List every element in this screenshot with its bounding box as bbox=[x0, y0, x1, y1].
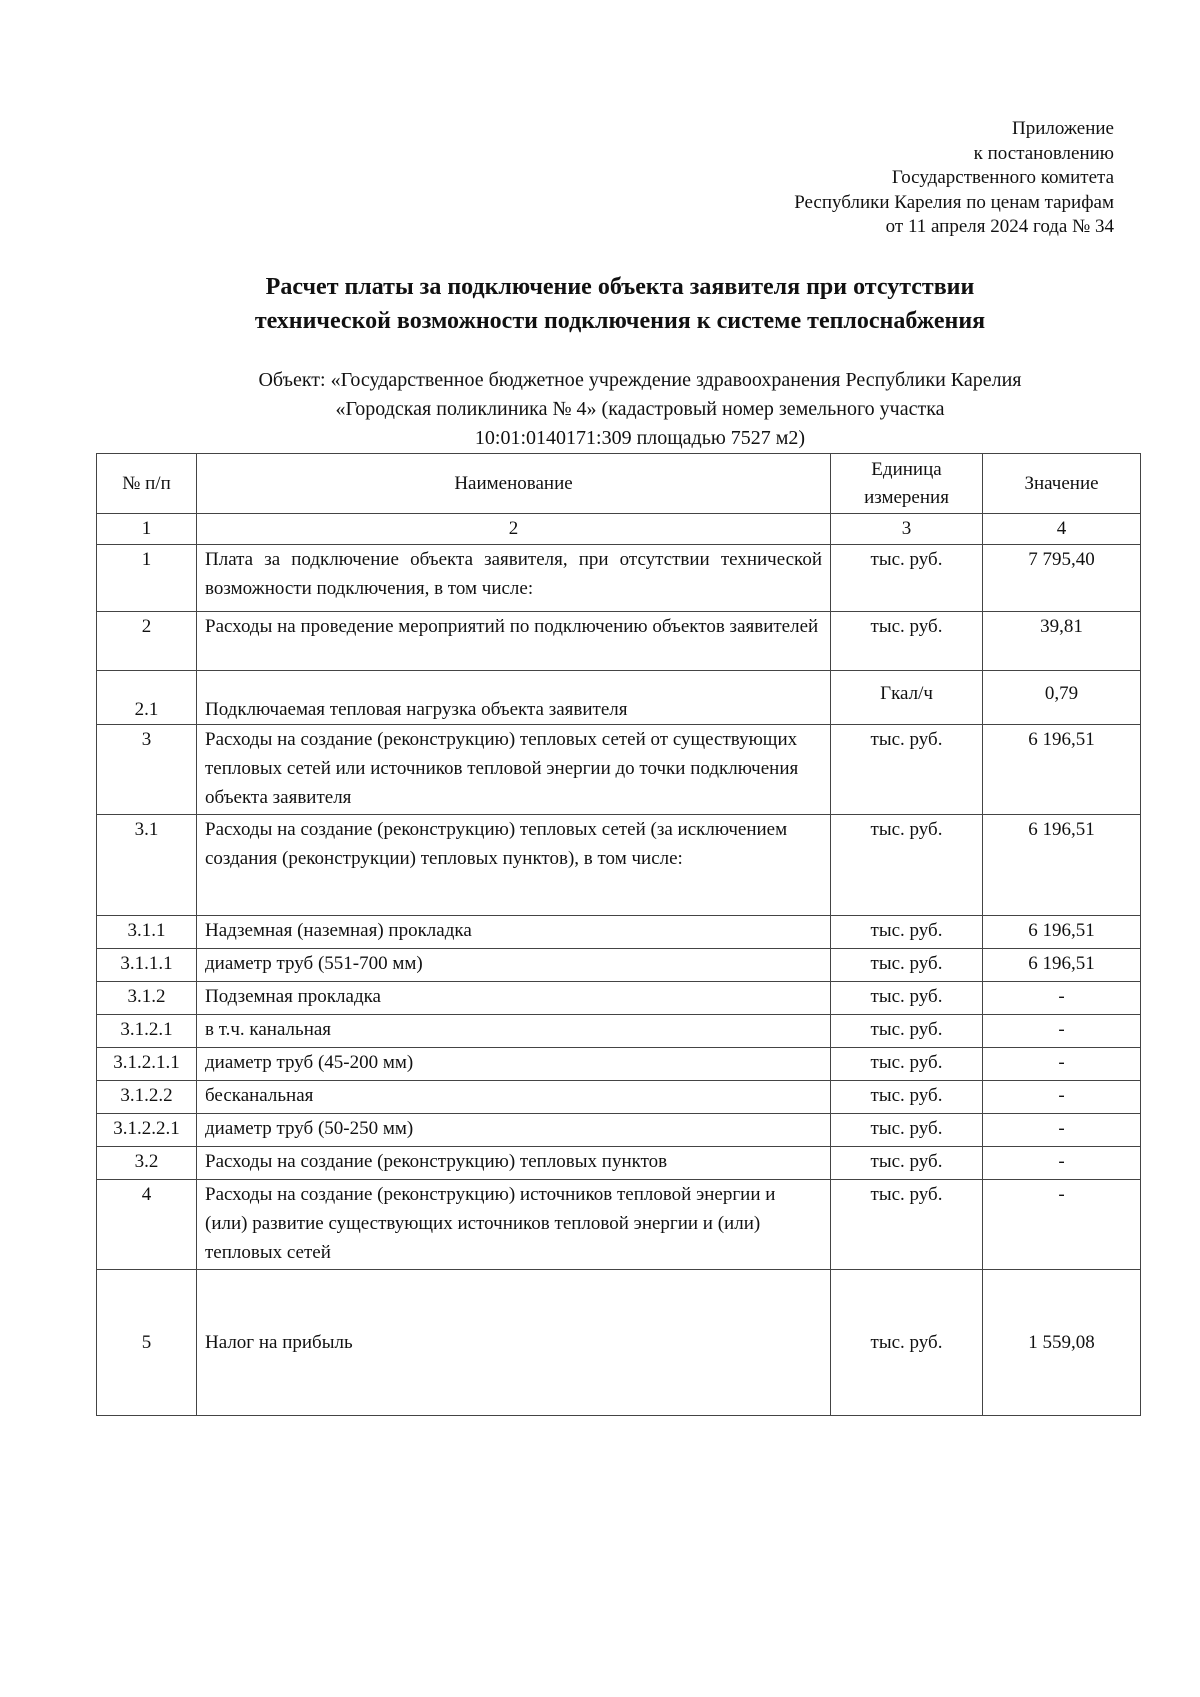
row-unit: тыс. руб. bbox=[831, 815, 983, 916]
column-number: 4 bbox=[983, 514, 1141, 545]
row-name: в т.ч. канальная bbox=[197, 1015, 831, 1048]
row-value: 6 196,51 bbox=[983, 815, 1141, 916]
row-unit: тыс. руб. bbox=[831, 725, 983, 815]
row-name: Подключаемая тепловая нагрузка объекта заявителя bbox=[197, 671, 831, 725]
row-value: 6 196,51 bbox=[983, 949, 1141, 982]
appendix-line: Республики Карелия по ценам тарифам bbox=[794, 191, 1114, 213]
column-number: 2 bbox=[197, 514, 831, 545]
table-row bbox=[97, 545, 1141, 612]
table-row bbox=[97, 725, 1141, 815]
row-name: Расходы на создание (реконструкцию) тепловых сетей от существующих тепловых сетей или источников тепловой энергии до точки подключения объекта заявителя bbox=[197, 725, 831, 815]
row-unit: тыс. руб. bbox=[831, 1048, 983, 1081]
row-unit: тыс. руб. bbox=[831, 1180, 983, 1270]
table-row bbox=[97, 982, 1141, 1015]
row-unit: Гкал/ч bbox=[831, 671, 983, 725]
row-number: 3.1.2 bbox=[97, 982, 197, 1015]
row-value: 39,81 bbox=[983, 612, 1141, 671]
row-number: 3.1.1.1 bbox=[97, 949, 197, 982]
row-number: 3.1.2.2.1 bbox=[97, 1114, 197, 1147]
row-value: - bbox=[983, 1147, 1141, 1180]
row-name: диаметр труб (50-250 мм) bbox=[197, 1114, 831, 1147]
row-number: 3 bbox=[97, 725, 197, 815]
row-value: 6 196,51 bbox=[983, 916, 1141, 949]
row-number: 3.1.1 bbox=[97, 916, 197, 949]
row-unit: тыс. руб. bbox=[831, 916, 983, 949]
row-unit: тыс. руб. bbox=[831, 982, 983, 1015]
table-row bbox=[97, 949, 1141, 982]
row-name: Плата за подключение объекта заявителя, при отсутствии технической возможности подключения, в том числе: bbox=[197, 545, 831, 612]
appendix-line: Приложение bbox=[1012, 118, 1114, 139]
row-value: 0,79 bbox=[983, 671, 1141, 725]
row-name: диаметр труб (45-200 мм) bbox=[197, 1048, 831, 1081]
row-name: Расходы на создание (реконструкцию) тепловых пунктов bbox=[197, 1147, 831, 1180]
appendix-line: Государственного комитета bbox=[891, 167, 1114, 188]
table-row bbox=[97, 1048, 1141, 1081]
row-name: Надземная (наземная) прокладка bbox=[197, 916, 831, 949]
appendix-line: к постановлению bbox=[973, 142, 1114, 164]
row-unit: тыс. руб. bbox=[831, 1270, 983, 1416]
row-name: Расходы на создание (реконструкцию) тепловых сетей (за исключением создания (реконструкции) тепловых пунктов), в том числе: bbox=[197, 815, 831, 916]
row-unit: тыс. руб. bbox=[831, 612, 983, 671]
row-unit: тыс. руб. bbox=[831, 1081, 983, 1114]
row-name: диаметр труб (551-700 мм) bbox=[197, 949, 831, 982]
row-value: - bbox=[983, 1114, 1141, 1147]
header-name: Наименование bbox=[197, 454, 831, 514]
row-name: Налог на прибыль bbox=[197, 1270, 831, 1416]
header-value: Значение bbox=[983, 454, 1141, 514]
row-value: 6 196,51 bbox=[983, 725, 1141, 815]
row-number: 3.1 bbox=[97, 815, 197, 916]
table-row bbox=[97, 815, 1141, 916]
row-number: 5 bbox=[97, 1270, 197, 1416]
row-value: - bbox=[983, 982, 1141, 1015]
row-number: 1 bbox=[97, 545, 197, 612]
row-value: - bbox=[983, 1015, 1141, 1048]
row-number: 3.1.2.1 bbox=[97, 1015, 197, 1048]
table-header-row bbox=[97, 454, 1141, 514]
row-name: Подземная прокладка bbox=[197, 982, 831, 1015]
title-line: технической возможности подключения к системе теплоснабжения bbox=[254, 308, 986, 334]
table-row bbox=[97, 1270, 1141, 1416]
document-title bbox=[120, 270, 1120, 338]
row-name: Расходы на создание (реконструкцию) источников тепловой энергии и (или) развитие существующих источников тепловой энергии и (или) тепловых сетей bbox=[197, 1180, 831, 1270]
row-number: 3.2 bbox=[97, 1147, 197, 1180]
row-number: 4 bbox=[97, 1180, 197, 1270]
object-line: 10:01:0140171:309 площадью 7527 м2) bbox=[474, 427, 806, 449]
object-description bbox=[150, 366, 1130, 453]
row-value: 7 795,40 bbox=[983, 545, 1141, 612]
row-number: 3.1.2.2 bbox=[97, 1081, 197, 1114]
row-name: бесканальная bbox=[197, 1081, 831, 1114]
title-line: Расчет платы за подключение объекта заявителя при отсутствии bbox=[265, 274, 975, 300]
header-num: № п/п bbox=[97, 454, 197, 514]
table-row bbox=[97, 1081, 1141, 1114]
column-number: 3 bbox=[831, 514, 983, 545]
table-row bbox=[97, 671, 1141, 725]
table-row bbox=[97, 1114, 1141, 1147]
row-number: 2 bbox=[97, 612, 197, 671]
row-value: 1 559,08 bbox=[983, 1270, 1141, 1416]
table-row bbox=[97, 612, 1141, 671]
table-row bbox=[97, 1180, 1141, 1270]
object-line: «Городская поликлиника № 4» (кадастровый номер земельного участка bbox=[335, 398, 945, 420]
appendix-date-line: от 11 апреля 2024 года № 34 bbox=[885, 216, 1114, 237]
calculation-table bbox=[96, 453, 1141, 1416]
header-unit: Единица измерения bbox=[831, 454, 983, 514]
appendix-header bbox=[594, 117, 1114, 240]
table-row bbox=[97, 1147, 1141, 1180]
row-value: - bbox=[983, 1048, 1141, 1081]
row-unit: тыс. руб. bbox=[831, 949, 983, 982]
row-value: - bbox=[983, 1081, 1141, 1114]
row-name: Расходы на проведение мероприятий по подключению объектов заявителей bbox=[197, 612, 831, 671]
table-row bbox=[97, 1015, 1141, 1048]
row-unit: тыс. руб. bbox=[831, 1147, 983, 1180]
column-number-row bbox=[97, 514, 1141, 545]
row-number: 3.1.2.1.1 bbox=[97, 1048, 197, 1081]
column-number: 1 bbox=[97, 514, 197, 545]
row-unit: тыс. руб. bbox=[831, 1114, 983, 1147]
row-number: 2.1 bbox=[97, 671, 197, 725]
row-value: - bbox=[983, 1180, 1141, 1270]
row-unit: тыс. руб. bbox=[831, 1015, 983, 1048]
table-row bbox=[97, 916, 1141, 949]
object-line: Объект: «Государственное бюджетное учреждение здравоохранения Республики Карелия bbox=[258, 369, 1022, 391]
row-unit: тыс. руб. bbox=[831, 545, 983, 612]
